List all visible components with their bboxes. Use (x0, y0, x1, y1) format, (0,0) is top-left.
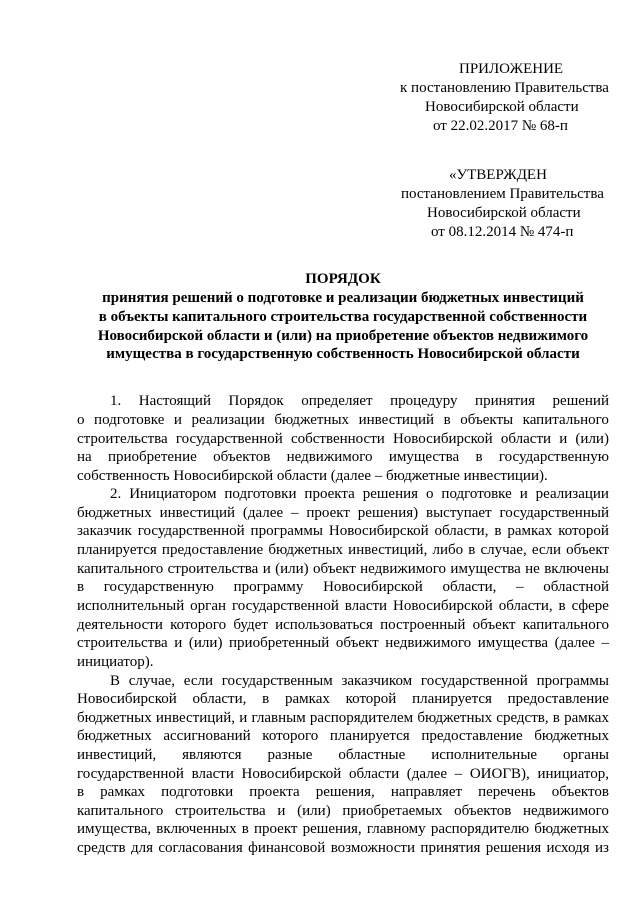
approved-line-1: постановлением Правительства (401, 186, 604, 202)
heading-line-3: Новосибирской области и (или) на приобретение объектов недвижимого (97, 328, 589, 344)
approved-line-3: от 08.12.2014 № 474-п (431, 224, 574, 240)
heading-line-4: имущества в государственную собственность Новосибирской области (106, 346, 580, 362)
paragraph-line: 1. Настоящий Порядок определяет процедуру принятия решений (110, 393, 609, 409)
approved-line-2: Новосибирской области (427, 205, 581, 221)
paragraph-line: инвестиций, являются разные областные исполнительные органы (77, 747, 609, 763)
heading-line-1: принятия решений о подготовке и реализации бюджетных инвестиций (102, 290, 584, 306)
paragraph-line: в рамках подготовки проекта решения, направляет перечень объектов (77, 784, 609, 800)
heading-title: ПОРЯДОК (305, 271, 381, 287)
paragraph-line: бюджетных ассигнований которого планируется предоставление бюджетных (77, 728, 609, 744)
paragraph-line: 2. Инициатором подготовки проекта решения о подготовке и реализации (110, 486, 609, 502)
paragraph-line: исполнительный орган государственной власти Новосибирской области, в сфере (77, 598, 609, 614)
paragraph-line: имущества, включенных в проект решения, главному распорядителю бюджетных (77, 821, 609, 837)
paragraph-line: планируется предоставление бюджетных инвестиций, либо в случае, если объект (77, 542, 609, 558)
paragraph-line: в государственную программу Новосибирской области, – областной (77, 579, 609, 595)
paragraph-line: капитального строительства и (или) приобретаемых объектов недвижимого (77, 803, 609, 819)
appendix-line-3: от 22.02.2017 № 68-п (433, 118, 568, 134)
paragraph-line: бюджетных инвестиций, и главным распорядителем бюджетных средств, в рамках (77, 710, 609, 726)
heading-line-2: в объекты капитального строительства государственной собственности (98, 309, 588, 325)
paragraph-line: заказчик государственной программы Новосибирской области, в рамках которой (77, 523, 609, 539)
paragraph-line: о подготовке и реализации бюджетных инвестиций в объекты капитального (77, 412, 609, 428)
appendix-line-2: Новосибирской области (425, 99, 579, 115)
paragraph-line: Новосибирской области, в рамках которой планируется предоставление (77, 691, 609, 707)
paragraph-line: деятельности которого будет использоваться построенный объект капитального (77, 617, 609, 633)
paragraph-line: собственность Новосибирской области (далее – бюджетные инвестиции). (77, 468, 548, 484)
appendix-line-1: к постановлению Правительства (400, 80, 609, 96)
paragraph-line: инициатор). (77, 654, 154, 670)
paragraph-line: на приобретение объектов недвижимого имущества в государственную (77, 449, 609, 465)
paragraph-line: строительства государственной собственности Новосибирской области и (или) (77, 431, 609, 447)
approved-title: «УТВЕРЖДЕН (449, 167, 547, 183)
paragraph-line: строительства и (или) приобретенный объект недвижимого имущества (далее – (77, 635, 609, 651)
appendix-title: ПРИЛОЖЕНИЕ (459, 61, 564, 77)
paragraph-line: средств для согласования финансовой возможности принятия решения исходя из (77, 840, 609, 856)
paragraph-line: бюджетных инвестиций (далее – проект решения) выступает государственный (77, 505, 609, 521)
paragraph-line: капитального строительства и (или) объект недвижимого имущества не включены (77, 561, 609, 577)
paragraph-line: В случае, если государственным заказчиком государственной программы (110, 673, 609, 689)
paragraph-line: государственной власти Новосибирской области (далее – ОИОГВ), инициатор, (77, 766, 609, 782)
